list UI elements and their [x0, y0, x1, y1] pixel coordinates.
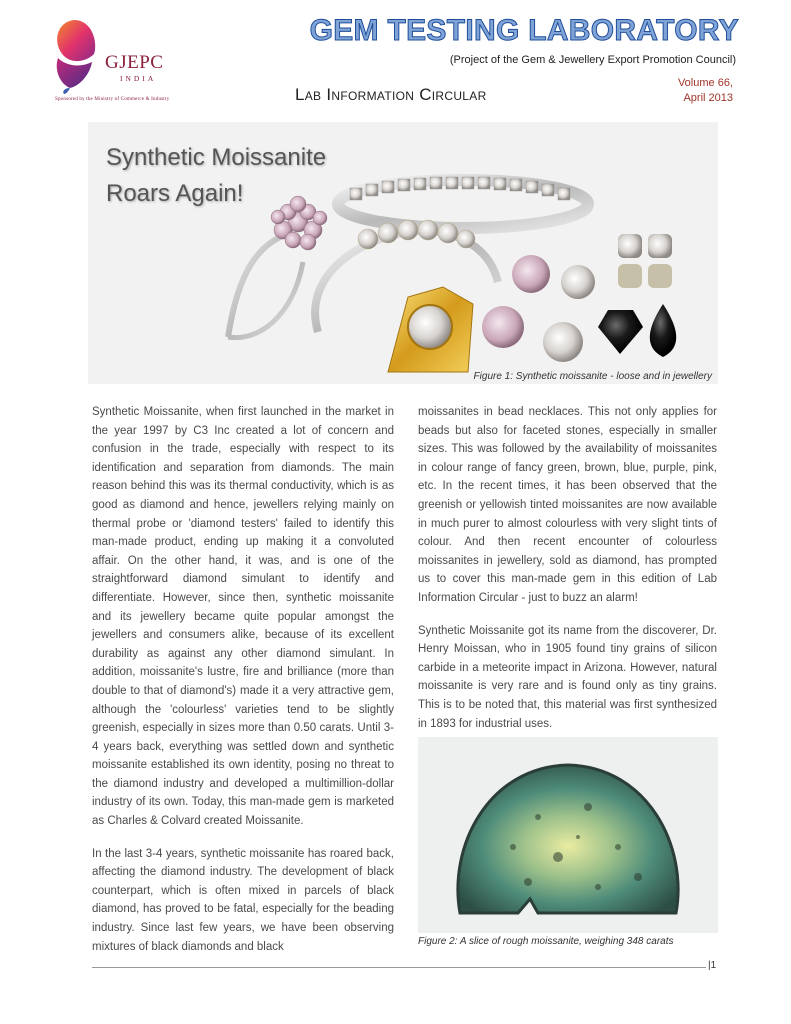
- hero-title-line1: Synthetic Moissanite: [106, 144, 327, 171]
- paragraph: Synthetic Moissanite, when first launched in the market in the year 1997 by C3 Inc created a lot of concern and confusion in the trade, especially with respect to its identification and separation from diamonds. The main reason behind this was its thermal conductivity, which is as good as diamond and hence, jewellers relying mainly on thermal probe or 'diamond testers' failed to identify this man-made product, ending up making it a convoluted affair. On the other hand, it was, and is one of the straightforward diamond simulant to identify and differentiate. However, since then, synthetic moissanite and its jewellery became quite popular amongst the jewellers and consumers alike, because of its excellent durability as against any other diamond simulant. In addition, moissanite's lustre, fire and brilliance (more than double to that of diamond's) made it a very attractive gem, although the 'colourless' varieties tend to be slightly greenish, especially in sizes more than 0.50 carats. Until 3-4 years back, everything was settled down and synthetic moissanite established its own identity, posing no threat to the diamond industry and developed a multimillion-dollar industry of its own. Today, this man-made gem is marketed as Charles & Colvard created Moissanite.: [92, 406, 394, 828]
- hero-title: [106, 140, 326, 212]
- logo-wordmark: GJEPC: [105, 52, 164, 73]
- volume-number: Volume 66,: [677, 77, 733, 89]
- page-number: |1: [708, 960, 717, 971]
- circular-title: Lab Information Circular: [295, 85, 487, 104]
- paragraph: In the last 3-4 years, synthetic moissanite has roared back, affecting the diamond industry. The development of black counterpart, which is often mixed in parcels of black diamond, has proved to be fatal, especially for the beading industry. Since last few years, we have been observing mixtures of black diamonds and black: [92, 847, 394, 953]
- figure2-caption: Figure 2: A slice of rough moissanite, weighing 348 carats: [418, 936, 674, 947]
- gjepc-logo: [50, 14, 185, 106]
- figure2-image: [418, 737, 718, 933]
- issue-date: April 2013: [683, 92, 733, 104]
- article-right-column: [418, 403, 717, 747]
- footer-rule: [92, 967, 706, 968]
- paragraph: Synthetic Moissanite got its name from the discoverer, Dr. Henry Moissan, who in 1905 found tiny grains of silicon carbide in a meteorite impact in Arizona. However, natural moissanite is very rare and is found only as tiny grains. This is to be noted that, this material was first synthesized in 1893 for industrial uses.: [418, 624, 717, 730]
- logo-sponsor-line: Sponsored by the Ministry of Commerce & Industry: [55, 97, 170, 102]
- paragraph: moissanites in bead necklaces. This not only applies for beads but also for faceted stones, especially in smaller sizes. This was followed by the availability of moissanites in colour range of fancy green, brown, blue, purple, pink, etc. In the recent times, it has been observed that the greenish or yellowish tinted moissanites are now available in much purer to almost colourless with very slight tints of colour. And then recent encounter of colourless moissanites in jewellery, sold as diamond, has prompted us to cover this man-made gem in this edition of Lab Information Circular - just to buzz an alarm!: [418, 406, 717, 604]
- logo-subtext: INDIA: [120, 74, 157, 83]
- lab-title: GEM TESTING LABORATORY: [309, 14, 739, 47]
- lab-subtitle: (Project of the Gem & Jewellery Export Promotion Council): [449, 54, 736, 66]
- moissanite-slice-photo: [418, 737, 718, 933]
- figure1-caption: Figure 1: Synthetic moissanite - loose and in jewellery: [473, 371, 712, 382]
- hero-title-line2: Roars Again!: [106, 180, 244, 207]
- hero-figure: [88, 122, 718, 384]
- issue-info: [678, 76, 733, 106]
- article-left-column: [92, 403, 394, 970]
